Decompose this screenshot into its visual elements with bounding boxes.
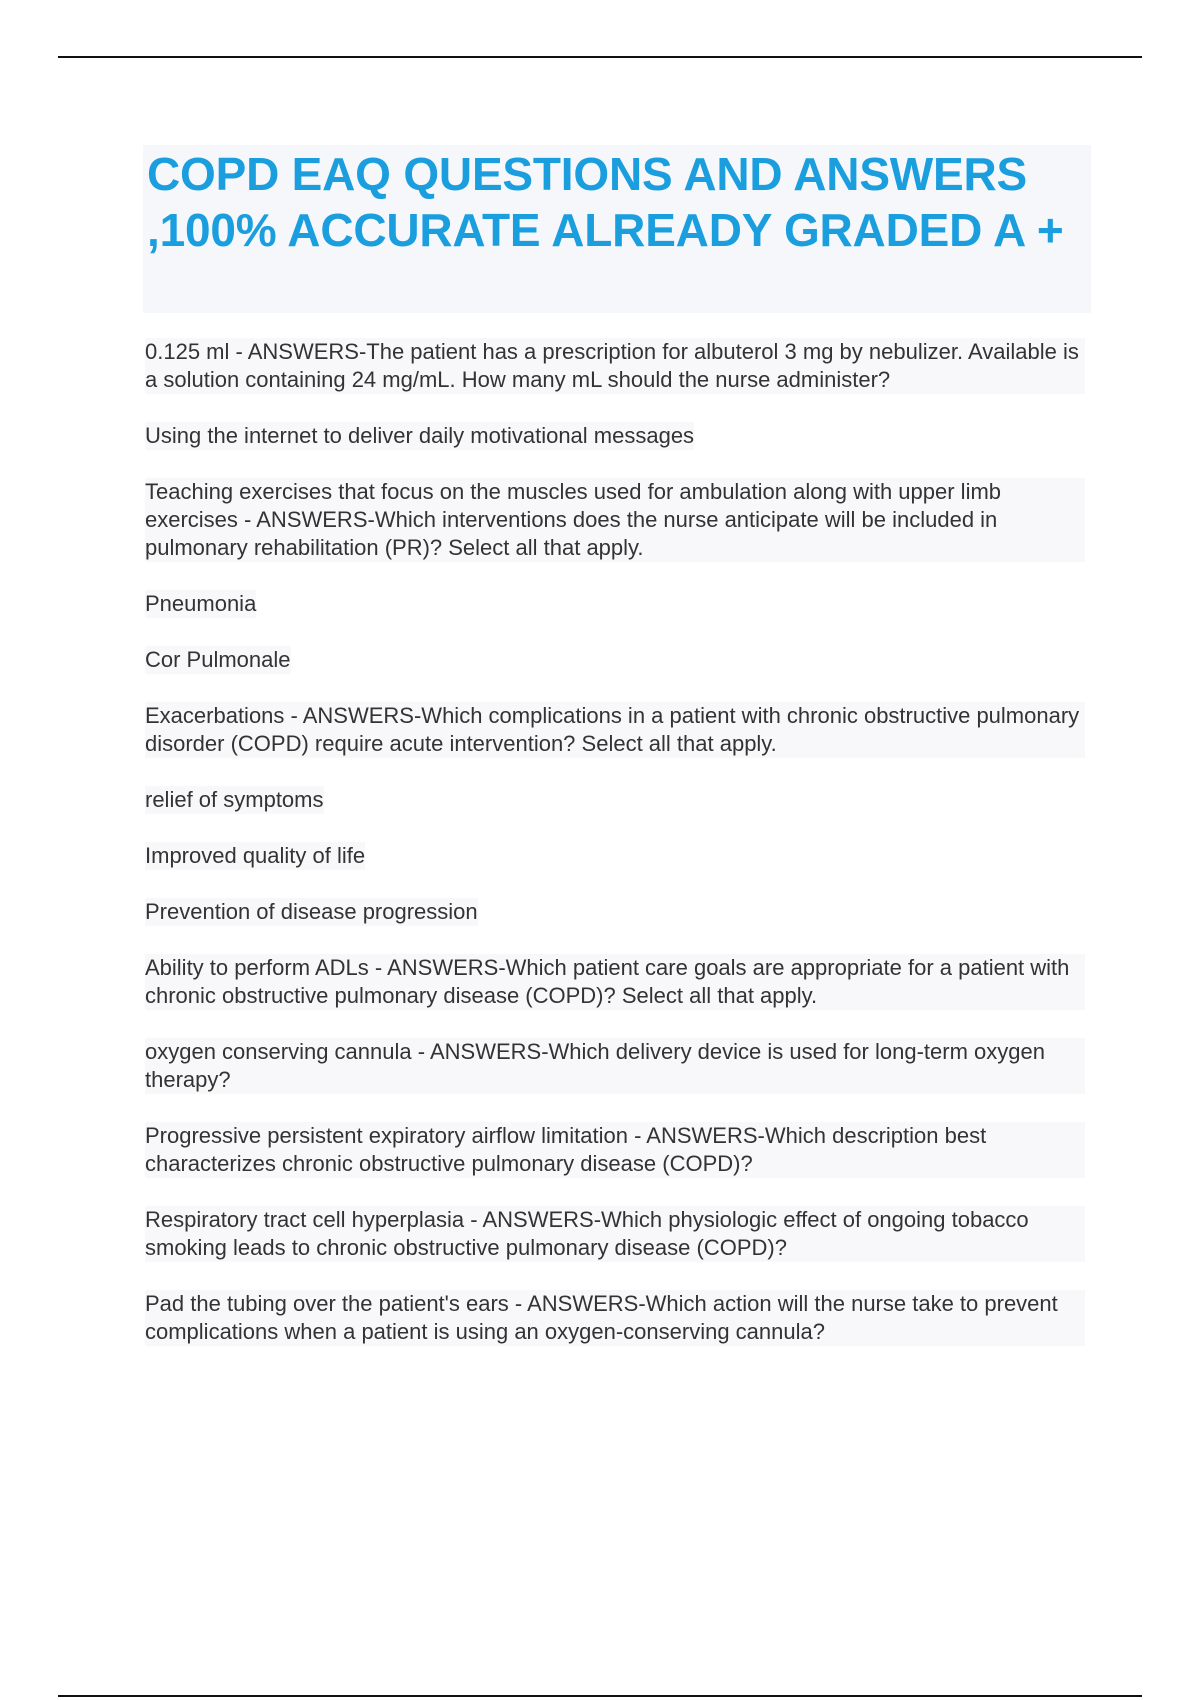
qa-content xyxy=(145,338,1085,1374)
qa-paragraph: Progressive persistent expiratory airflow limitation - ANSWERS-Which description best characterizes chronic obstructive pulmonary disease (COPD)? xyxy=(145,1122,1085,1178)
qa-paragraph: Pneumonia xyxy=(145,591,257,616)
qa-paragraph: Using the internet to deliver daily motivational messages xyxy=(145,423,695,448)
qa-paragraph: Respiratory tract cell hyperplasia - ANSWERS-Which physiologic effect of ongoing tobacco smoking leads to chronic obstructive pulmonary disease (COPD)? xyxy=(145,1206,1085,1262)
qa-paragraph: Prevention of disease progression xyxy=(145,899,478,924)
qa-paragraph: Teaching exercises that focus on the muscles used for ambulation along with upper limb exercises - ANSWERS-Which interventions does the nurse anticipate will be included in pulmonary rehabilitation (PR)? Select all that apply. xyxy=(145,478,1085,562)
qa-paragraph: 0.125 ml - ANSWERS-The patient has a prescription for albuterol 3 mg by nebulizer. Available is a solution containing 24 mg/mL. How many mL should the nurse administer? xyxy=(145,338,1085,394)
document-title: COPD EAQ QUESTIONS AND ANSWERS ,100% ACCURATE ALREADY GRADED A + xyxy=(147,148,1064,256)
qa-paragraph: Exacerbations - ANSWERS-Which complications in a patient with chronic obstructive pulmonary disorder (COPD) require acute intervention? Select all that apply. xyxy=(145,702,1085,758)
qa-paragraph: Ability to perform ADLs - ANSWERS-Which patient care goals are appropriate for a patient with chronic obstructive pulmonary disease (COPD)? Select all that apply. xyxy=(145,954,1085,1010)
qa-paragraph: Improved quality of life xyxy=(145,843,366,868)
title-block xyxy=(143,145,1091,313)
qa-paragraph: Cor Pulmonale xyxy=(145,647,291,672)
header-rule xyxy=(58,56,1142,58)
qa-paragraph: oxygen conserving cannula - ANSWERS-Which delivery device is used for long-term oxygen therapy? xyxy=(145,1038,1085,1094)
qa-paragraph: Pad the tubing over the patient's ears - ANSWERS-Which action will the nurse take to prevent complications when a patient is using an oxygen-conserving cannula? xyxy=(145,1290,1085,1346)
footer-rule xyxy=(58,1695,1142,1697)
qa-paragraph: relief of symptoms xyxy=(145,787,324,812)
